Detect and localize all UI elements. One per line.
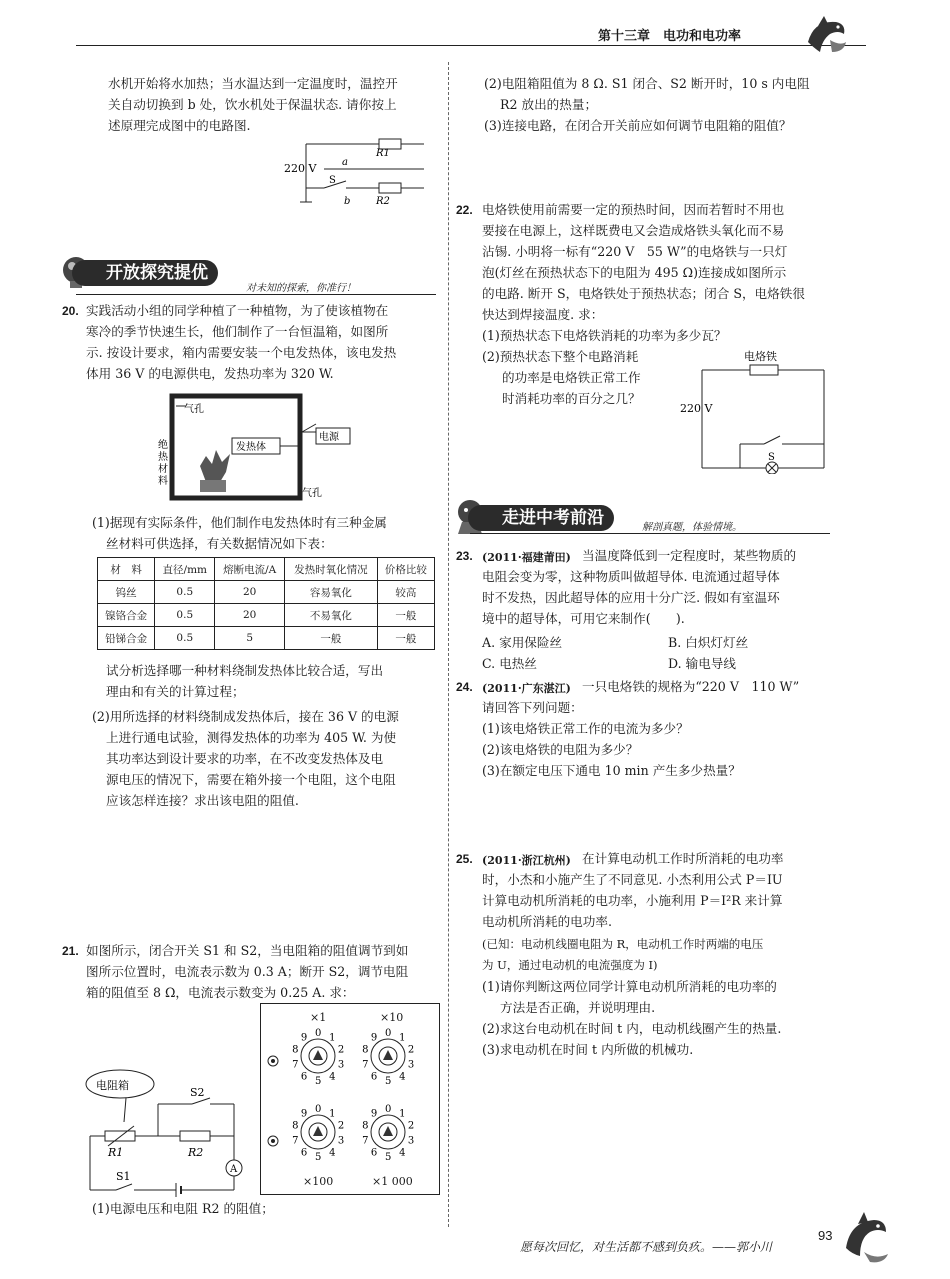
q23-option-c: C. 电热丝	[482, 656, 537, 671]
text-line: (1)该电烙铁正常工作的电流为多少？	[482, 721, 689, 736]
text-line: 试分析选择哪一种材料绕制发热体比较合适，写出	[106, 663, 384, 678]
text-line: 电动机所消耗的电功率.	[482, 914, 612, 929]
dial-digit: 2	[337, 1044, 345, 1056]
dial-digit: 1	[399, 1108, 406, 1120]
q23-option-b: B. 白炽灯灯丝	[668, 635, 749, 650]
dial-digit: 7	[292, 1135, 299, 1147]
incubator-figure	[156, 392, 376, 504]
dial-digit: 4	[329, 1071, 336, 1083]
switch-label: S	[768, 452, 775, 463]
q21-part1: (1)电源电压和电阻 R2 的阻值；	[92, 1201, 274, 1216]
dial-pointer	[313, 1050, 323, 1060]
dial-pointer	[383, 1126, 393, 1136]
table-header-cell: 价格比较	[377, 558, 434, 581]
q25-stem-first: 在计算电动机工作时所消耗的电功率	[582, 851, 784, 866]
dial-digit: 6	[300, 1147, 308, 1159]
text-line: 泡(灯丝在预热状态下的电阻为 495 Ω)连接成如图所示	[482, 265, 787, 280]
table-row	[98, 604, 435, 627]
column-divider	[448, 62, 449, 1227]
text-line: 计算电动机所消耗的电功率，小施利用 P＝I²R 来计算	[482, 893, 783, 908]
table-cell: 20	[215, 581, 285, 604]
text-line: 快达到焊接温度. 求：	[482, 307, 604, 322]
voltage-label: 220 V	[284, 162, 317, 175]
dial-digit: 6	[300, 1071, 308, 1083]
q20-part2	[92, 706, 399, 811]
vent-top-label: 气孔	[184, 404, 204, 415]
dial-digit: 0	[315, 1104, 322, 1115]
text-line: 上进行通电试验，测得发热体的功率为 405 W. 为使	[106, 730, 397, 745]
dial-digit: 9	[370, 1108, 378, 1120]
dial-label-x100: ×100	[303, 1175, 334, 1188]
text-line: 时消耗功率的百分之几？	[502, 391, 641, 406]
q25-parts	[482, 976, 781, 1060]
q23-stem	[482, 566, 780, 629]
q24-source: (2011·广东湛江)	[482, 682, 571, 695]
terminal-icon	[266, 1134, 280, 1148]
insulation-char: 料	[158, 476, 168, 487]
dial-digit: 9	[300, 1032, 308, 1044]
question-number: 23.	[456, 549, 473, 563]
section-banner-exam-frontier: 走进中考前沿	[468, 505, 614, 531]
dial-digit: 8	[362, 1044, 369, 1056]
table-header-cell: 直径/mm	[155, 558, 215, 581]
q21-continued	[484, 73, 810, 136]
section-subtitle: 解剖真题，体验情境。	[642, 522, 742, 533]
q25-source: (2011·浙江杭州)	[482, 854, 571, 867]
dial-digit: 4	[399, 1147, 406, 1159]
question-number: 21.	[62, 944, 79, 958]
table-cell: 不易氧化	[285, 604, 378, 627]
text-line: (2)预热状态下整个电路消耗	[482, 349, 639, 364]
dial-digit: 4	[399, 1071, 406, 1083]
text-line: 如图所示，闭合开关 S1 和 S2，当电阻箱的阻值调节到如	[86, 943, 409, 958]
r2-label: R2	[376, 196, 390, 207]
question-number: 25.	[456, 852, 473, 866]
text-line: (2)该电烙铁的电阻为多少？	[482, 742, 639, 757]
text-line: 要接在电源上，这样既费电又会造成烙铁头氧化而不易	[482, 223, 785, 238]
voltage-label: 220 V	[680, 402, 713, 415]
page-number: 93	[818, 1228, 833, 1243]
dial-digit: 3	[337, 1059, 345, 1071]
section-banner-open-explore: 开放探究提优	[72, 260, 218, 286]
text-line: 的电路. 断开 S，电烙铁处于预热状态；闭合 S，电烙铁很	[482, 286, 805, 301]
q20-part1	[92, 512, 387, 554]
dial-digit: 1	[329, 1108, 336, 1120]
text-line: 述原理完成图中的电路图.	[108, 118, 251, 133]
text-line: 寒冷的季节快速生长，他们制作了一台恒温箱，如图所	[86, 324, 389, 339]
dial-digit: 4	[329, 1147, 336, 1159]
q24-stem	[482, 697, 741, 781]
text-line: 示. 按设计要求，箱内需要安装一个电发热体，该电发热	[86, 345, 397, 360]
question-number: 20.	[62, 304, 79, 318]
dial-digit: 1	[399, 1032, 406, 1044]
table-cell: 0.5	[155, 581, 215, 604]
text-line: (3)在额定电压下通电 10 min 产生多少热量？	[482, 763, 741, 778]
heater-label: 发热体	[236, 442, 266, 453]
text-line: R2 放出的热量；	[500, 97, 598, 112]
text-line: 境中的超导体，可用它来制作( ).	[482, 611, 685, 626]
text-line: (1)请你判断这两位同学计算电动机所消耗的电功率的	[482, 979, 777, 994]
dial-digit: 1	[329, 1032, 336, 1044]
table-row	[98, 581, 435, 604]
footer-quote: 愿每次回忆，对生活都不感到负疚。——郭小川	[520, 1240, 773, 1254]
table-header-cell: 发热时氧化情况	[285, 558, 378, 581]
section-subtitle: 对未知的探索，你准行！	[246, 283, 356, 294]
dial-digit: 9	[300, 1108, 308, 1120]
text-line: 电烙铁使用前需要一定的预热时间，因而若暂时不用也	[482, 202, 785, 217]
dial-digit: 6	[370, 1147, 378, 1159]
q25-note	[482, 934, 763, 976]
text-line: 实践活动小组的同学种植了一种植物，为了使该植物在	[86, 303, 389, 318]
table-header-row	[98, 558, 435, 581]
vent-bottom-label: 气孔	[302, 488, 322, 499]
question-number: 22.	[456, 203, 473, 217]
q23-source: (2011·福建莆田)	[482, 551, 571, 564]
table-cell: 钨丝	[98, 581, 155, 604]
material-table	[97, 557, 435, 650]
text-line: (已知：电动机线圈电阻为 R，电动机工作时两端的电压	[482, 937, 764, 951]
dial-digit: 7	[362, 1135, 369, 1147]
s2-label: S2	[190, 1086, 205, 1099]
dial-digit: 7	[362, 1059, 369, 1071]
text-line: 方法是否正确，并说明理由.	[500, 1000, 656, 1015]
question-number: 24.	[456, 680, 473, 694]
dial-digit: 0	[315, 1028, 322, 1039]
section-underline	[470, 533, 830, 534]
table-cell: 一般	[377, 627, 434, 650]
dial-label-x1: ×1	[310, 1011, 327, 1024]
insulation-char: 绝	[158, 440, 168, 451]
dial-digit: 3	[337, 1135, 345, 1147]
table-cell: 容易氧化	[285, 581, 378, 604]
text-line: 应该怎样连接？求出该电阻的阻值.	[106, 793, 299, 808]
q19-circuit-figure	[284, 136, 434, 208]
dial-digit: 0	[385, 1104, 392, 1115]
table-cell: 一般	[377, 604, 434, 627]
text-line: 电阻会变为零，这种物质叫做超导体. 电流通过超导体	[482, 569, 780, 584]
table-header-cell: 熔断电流/A	[215, 558, 285, 581]
power-supply-label: 电源	[319, 432, 339, 443]
switch-label: S	[329, 175, 336, 186]
text-line: 丝材料可供选择，有关数据情况如下表：	[106, 536, 333, 551]
dial-digit: 9	[370, 1032, 378, 1044]
text-line: 时不发热，因此超导体的应用十分广泛. 假如有室温环	[482, 590, 780, 605]
r2-label: R2	[188, 1146, 204, 1159]
dial-label-x1000: ×1 000	[372, 1175, 413, 1188]
text-line: 关自动切换到 b 处，饮水机处于保温状态. 请你按上	[108, 97, 397, 112]
text-line: (1)据现有实际条件，他们制作电发热体时有三种金属	[92, 515, 387, 530]
dial-digit: 2	[407, 1120, 415, 1132]
table-cell: 较高	[377, 581, 434, 604]
q20-part1-cont	[106, 660, 383, 702]
q25-stem	[482, 869, 783, 932]
table-header-cell: 材 料	[98, 558, 155, 581]
text-line: 图所示位置时，电流表示数为 0.3 A；断开 S2，调节电阻	[86, 964, 409, 979]
chapter-header: 第十三章 电功和电功率	[598, 29, 742, 44]
text-line: 体用 36 V 的电源供电，发热功率为 320 W.	[86, 366, 334, 381]
q23-stem-first: 当温度降低到一定程度时，某些物质的	[582, 548, 797, 563]
insulation-char: 材	[158, 464, 168, 475]
dolphin-icon	[800, 12, 850, 58]
node-b-label: b	[344, 196, 351, 207]
text-line: 水机开始将水加热；当水温达到一定温度时，温控开	[108, 76, 398, 91]
header-rule	[76, 45, 866, 46]
dial-digit: 3	[407, 1059, 415, 1071]
q20-stem	[86, 300, 396, 384]
dial-digit: 5	[315, 1152, 322, 1163]
text-line: (1)预热状态下电烙铁消耗的功率为多少瓦？	[482, 328, 727, 343]
table-cell: 0.5	[155, 604, 215, 627]
q23-option-d: D. 输电导线	[668, 656, 737, 671]
table-cell: 20	[215, 604, 285, 627]
dial-pointer	[383, 1050, 393, 1060]
rheostat-box-label: 电阻箱	[96, 1079, 129, 1092]
text-line: 箱的阻值至 8 Ω，电流表示数变为 0.25 A. 求：	[86, 985, 355, 1000]
dial-digit: 8	[292, 1044, 299, 1056]
q23-option-a: A. 家用保险丝	[482, 635, 563, 650]
text-line: (3)连接电路，在闭合开关前应如何调节电阻箱的阻值？	[484, 118, 792, 133]
dial-digit: 2	[407, 1044, 415, 1056]
ammeter-label: A	[230, 1164, 238, 1175]
dial-digit: 2	[337, 1120, 345, 1132]
dial-digit: 5	[315, 1076, 322, 1087]
dial-digit: 3	[407, 1135, 415, 1147]
terminal-icon	[266, 1054, 280, 1068]
text-line: 的功率是电烙铁正常工作	[502, 370, 641, 385]
table-cell: 0.5	[155, 627, 215, 650]
table-cell: 5	[215, 627, 285, 650]
q21-stem	[86, 940, 408, 1003]
text-line: (2)求这台电动机在时间 t 内，电动机线圈产生的热量.	[482, 1021, 782, 1036]
text-line: (2)电阻箱阻值为 8 Ω. S1 闭合、S2 断开时，10 s 内电阻	[484, 76, 810, 91]
text-line: 时，小杰和小施产生了不同意见. 小杰利用公式 P＝IU	[482, 872, 783, 887]
q24-stem-first: 一只电烙铁的规格为“220 V 110 W”	[582, 679, 800, 694]
r1-label: R1	[376, 148, 390, 159]
dial-label-x10: ×10	[380, 1011, 404, 1024]
iron-label: 电烙铁	[744, 350, 777, 363]
dial-digit: 8	[362, 1120, 369, 1132]
table-row	[98, 627, 435, 650]
dial-digit: 5	[385, 1076, 392, 1087]
table-cell: 镍铬合金	[98, 604, 155, 627]
r1-label: R1	[108, 1146, 124, 1159]
dial-digit: 6	[370, 1071, 378, 1083]
text-line: 请回答下列问题：	[482, 700, 583, 715]
dolphin-icon	[836, 1208, 892, 1264]
text-line: 沾锡. 小明将一标有“220 V 55 W”的电烙铁与一只灯	[482, 244, 788, 259]
text-line: 其功率达到设计要求的功率，在不改变发热体及电	[106, 751, 384, 766]
dial-digit: 8	[292, 1120, 299, 1132]
q22-circuit-figure	[680, 350, 830, 474]
dial-group	[280, 1020, 438, 1170]
table-cell: 一般	[285, 627, 378, 650]
text-line: (3)求电动机在时间 t 内所做的机械功.	[482, 1042, 694, 1057]
text-line: 理由和有关的计算过程；	[106, 684, 245, 699]
s1-label: S1	[116, 1170, 131, 1183]
section-underline	[76, 294, 436, 295]
q19-continued	[108, 73, 398, 136]
text-line: (2)用所选择的材料绕制成发热体后，接在 36 V 的电源	[92, 709, 399, 724]
dial-digit: 0	[385, 1028, 392, 1039]
dial-pointer	[313, 1126, 323, 1136]
dial-digit: 5	[385, 1152, 392, 1163]
text-line: 为 U，通过电动机的电流强度为 I)	[482, 958, 658, 972]
insulation-char: 热	[158, 452, 168, 463]
text-line: 源电压的情况下，需要在箱外接一个电阻，这个电阻	[106, 772, 396, 787]
q21-circuit-figure	[80, 1064, 250, 1200]
dial-digit: 7	[292, 1059, 299, 1071]
table-cell: 铅锑合金	[98, 627, 155, 650]
node-a-label: a	[342, 157, 348, 168]
